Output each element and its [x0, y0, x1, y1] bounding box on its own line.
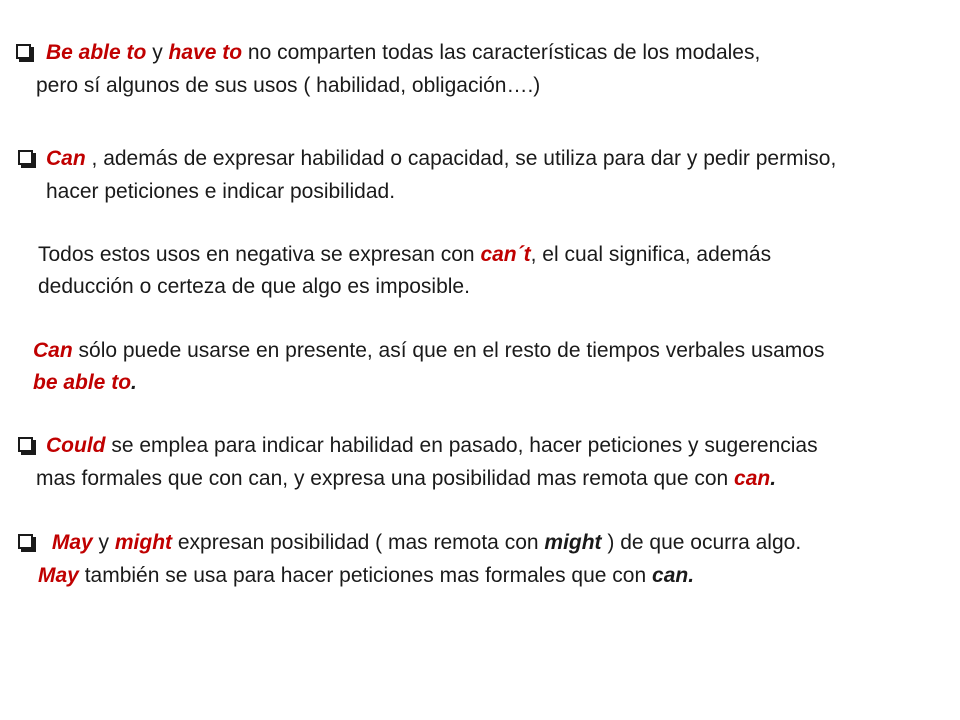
keyword-have-to: have to: [168, 41, 243, 64]
bullet3-line1: Could se emplea para indicar habilidad en pasado, hacer peticiones y sugerencias: [46, 434, 818, 457]
keyword-can-bold: can.: [652, 564, 695, 587]
bullet1-line1: Be able to y have to no comparten todas las características de los modales,: [46, 41, 761, 64]
keyword-can: can: [734, 467, 771, 490]
keyword-can: Can: [33, 339, 73, 362]
keyword-may: May: [51, 531, 93, 554]
present-para-line1: Can sólo puede usarse en presente, así que en el resto de tiempos verbales usamos: [33, 339, 825, 362]
keyword-can: Can: [46, 147, 86, 170]
bullet4-line1: May y might expresan posibilidad ( mas remota con might ) de que ocurra algo.: [51, 531, 802, 554]
negative-para-line1: Todos estos usos en negativa se expresan con can´t, el cual significa, además: [38, 243, 772, 266]
bullet3-line2: mas formales que con can, y expresa una posibilidad mas remota que con can.: [36, 467, 777, 490]
checkbox-bullet-icon: [18, 534, 33, 549]
keyword-be-able-to: be able to: [33, 371, 132, 394]
keyword-be-able-to: Be able to: [46, 41, 147, 64]
bullet2-line2: hacer peticiones e indicar posibilidad.: [46, 180, 396, 203]
keyword-could: Could: [46, 434, 106, 457]
keyword-might: might: [114, 531, 173, 554]
checkbox-bullet-icon: [18, 437, 33, 452]
bullet1-line2: pero sí algunos de sus usos ( habilidad, obligación….): [36, 74, 541, 97]
keyword-cant: can´t: [480, 243, 531, 266]
checkbox-bullet-icon: [18, 150, 33, 165]
checkbox-bullet-icon: [16, 44, 31, 59]
bullet4-line2: May también se usa para hacer peticiones mas formales que con can.: [38, 564, 695, 587]
keyword-may: May: [38, 564, 79, 587]
bullet2-line1: Can , además de expresar habilidad o capacidad, se utiliza para dar y pedir permiso,: [46, 147, 837, 170]
present-para-line2: be able to.: [33, 371, 137, 394]
negative-para-line2: deducción o certeza de que algo es imposible.: [38, 275, 470, 298]
keyword-might-bold: might: [544, 531, 602, 554]
